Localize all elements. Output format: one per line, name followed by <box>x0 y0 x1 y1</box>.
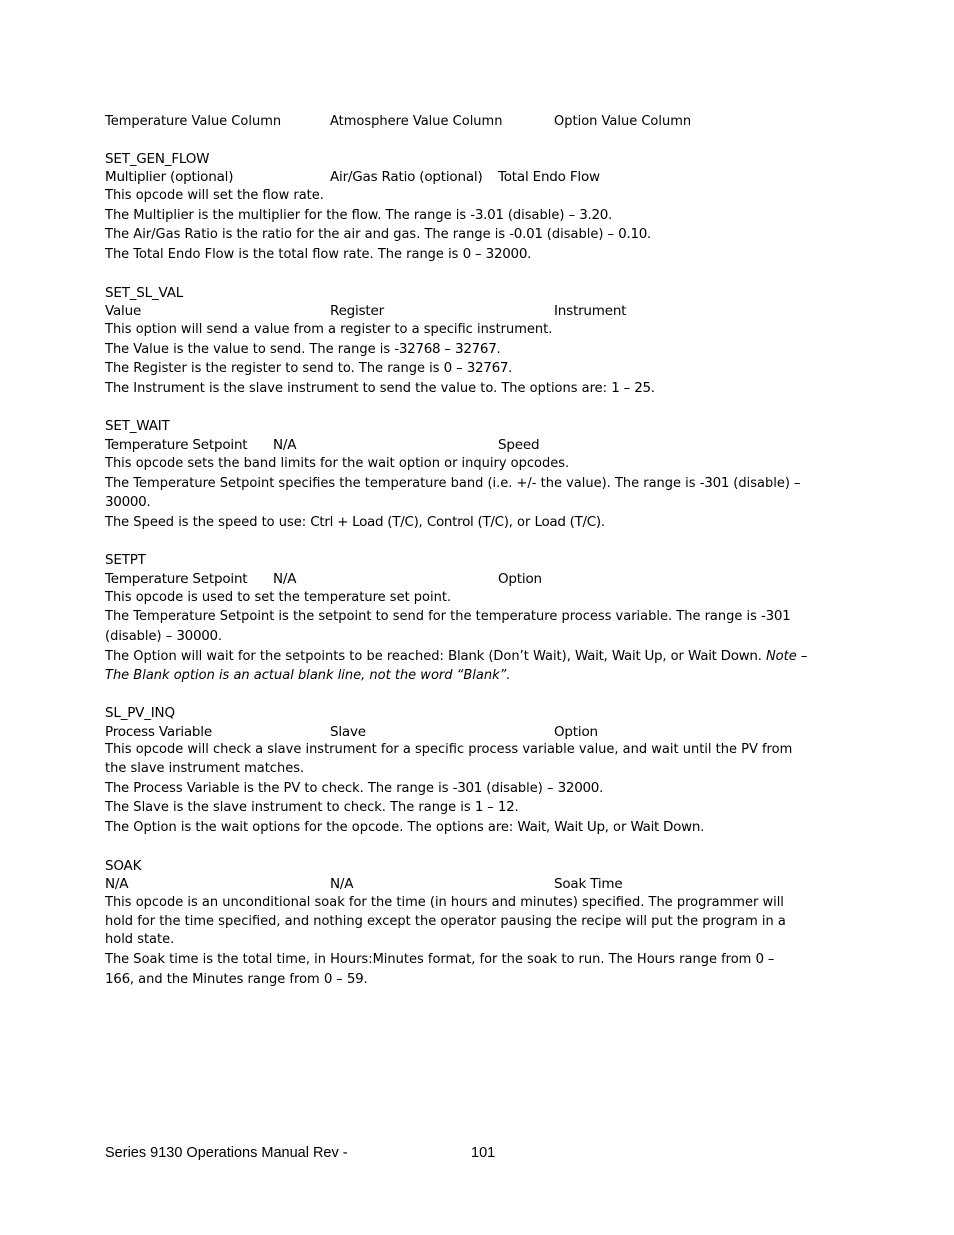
opcode-columns <box>105 723 850 742</box>
option-value: Total Endo Flow <box>498 169 600 186</box>
option-value: Option <box>554 723 598 740</box>
description-line: The Blank option is an actual blank line, not the word “Blank”. <box>105 667 511 683</box>
description-line: This opcode is used to set the temperature set point. <box>105 589 452 605</box>
opcode-name: SET_SL_VAL <box>105 284 184 301</box>
opcode-name: SETPT <box>105 552 146 569</box>
option-value: Soak Time <box>554 876 623 893</box>
column-header-row <box>105 112 850 131</box>
manual-title: Series 9130 Operations Manual Rev - <box>105 1145 348 1161</box>
description-line: The Total Endo Flow is the total flow rate. The range is 0 – 32000. <box>105 246 532 263</box>
description-line: This opcode sets the band limits for the wait option or inquiry opcodes. <box>105 455 570 471</box>
temperature-value: Process Variable <box>105 723 212 740</box>
temperature-value: Multiplier (optional) <box>105 169 234 186</box>
description-line: This opcode is an unconditional soak for the time (in hours and minutes) specified. The programmer will <box>105 894 784 910</box>
header-option-column: Option Value Column <box>554 114 692 129</box>
section-set-gen-flow <box>105 150 850 265</box>
section-sl-pv-inq <box>105 704 850 838</box>
section-soak <box>105 857 850 990</box>
section-set-wait <box>105 417 850 532</box>
opcode-columns <box>105 302 850 321</box>
description-line: hold state. <box>105 932 175 948</box>
atmosphere-value: N/A <box>273 571 297 588</box>
description-line: the slave instrument matches. <box>105 761 305 777</box>
description-line: The Process Variable is the PV to check. The range is -301 (disable) – 32000. <box>105 779 604 796</box>
description-line: The Register is the register to send to. The range is 0 – 32767. <box>105 360 513 377</box>
section-setpt <box>105 551 850 685</box>
page-content <box>105 112 850 989</box>
description-line: This opcode will set the flow rate. <box>105 188 324 204</box>
option-value: Speed <box>498 437 540 454</box>
header-temperature-column: Temperature Value Column <box>105 114 282 129</box>
header-atmosphere-column: Atmosphere Value Column <box>330 114 503 129</box>
temperature-value: N/A <box>105 876 129 893</box>
description-line: The Speed is the speed to use: Ctrl + Load (T/C), Control (T/C), or Load (T/C). <box>105 513 606 530</box>
atmosphere-value: Slave <box>330 723 366 740</box>
opcode-name: SL_PV_INQ <box>105 704 175 721</box>
description-line: This option will send a value from a register to a specific instrument. <box>105 321 553 337</box>
description-line: The Soak time is the total time, in Hours:Minutes format, for the soak to run. The Hours range from 0 – <box>105 951 775 968</box>
description-line: 30000. <box>105 494 151 511</box>
description-line: The Temperature Setpoint is the setpoint to send for the temperature process variable. The range is -301 <box>105 608 791 625</box>
description-line: The Value is the value to send. The range is -32768 – 32767. <box>105 340 501 357</box>
opcode-columns <box>105 436 850 455</box>
option-value: Instrument <box>554 303 627 320</box>
description-line: hold for the time specified, and nothing except the operator pausing the recipe will put the program in a <box>105 913 786 929</box>
description-line: This opcode will check a slave instrument for a specific process variable value, and wait until the PV from <box>105 742 793 758</box>
temperature-value: Temperature Setpoint <box>105 571 248 588</box>
description-line: The Multiplier is the multiplier for the flow. The range is -3.01 (disable) – 3.20. <box>105 206 613 223</box>
description-line: The Option will wait for the setpoints to be reached: Blank (Don’t Wait), Wait, Wait Up, or Wait Down. Note – <box>105 647 808 664</box>
option-value: Option <box>498 571 542 588</box>
page-number: 101 <box>471 1145 496 1161</box>
opcode-columns <box>105 168 850 187</box>
description-line: The Slave is the slave instrument to check. The range is 1 – 12. <box>105 799 519 816</box>
opcode-name: SET_WAIT <box>105 418 170 435</box>
description-line: The Temperature Setpoint specifies the temperature band (i.e. +/- the value). The range is -301 (disable) – <box>105 474 801 491</box>
description-line: (disable) – 30000. <box>105 628 222 645</box>
opcode-columns <box>105 875 850 894</box>
description-line: The Option is the wait options for the opcode. The options are: Wait, Wait Up, or Wait Down. <box>105 819 705 836</box>
atmosphere-value: N/A <box>330 876 354 893</box>
description-line: The Air/Gas Ratio is the ratio for the air and gas. The range is -0.01 (disable) – 0.10. <box>105 226 652 243</box>
atmosphere-value: Register <box>330 303 384 320</box>
opcode-name: SET_GEN_FLOW <box>105 150 210 167</box>
temperature-value: Value <box>105 303 142 320</box>
section-set-sl-val <box>105 284 850 399</box>
description-line: 166, and the Minutes range from 0 – 59. <box>105 970 368 987</box>
temperature-value: Temperature Setpoint <box>105 437 248 454</box>
opcode-name: SOAK <box>105 857 142 874</box>
opcode-columns <box>105 570 850 589</box>
description-line: The Instrument is the slave instrument to send the value to. The options are: 1 – 25. <box>105 380 655 397</box>
atmosphere-value: Air/Gas Ratio (optional) <box>330 169 483 186</box>
atmosphere-value: N/A <box>273 437 297 454</box>
